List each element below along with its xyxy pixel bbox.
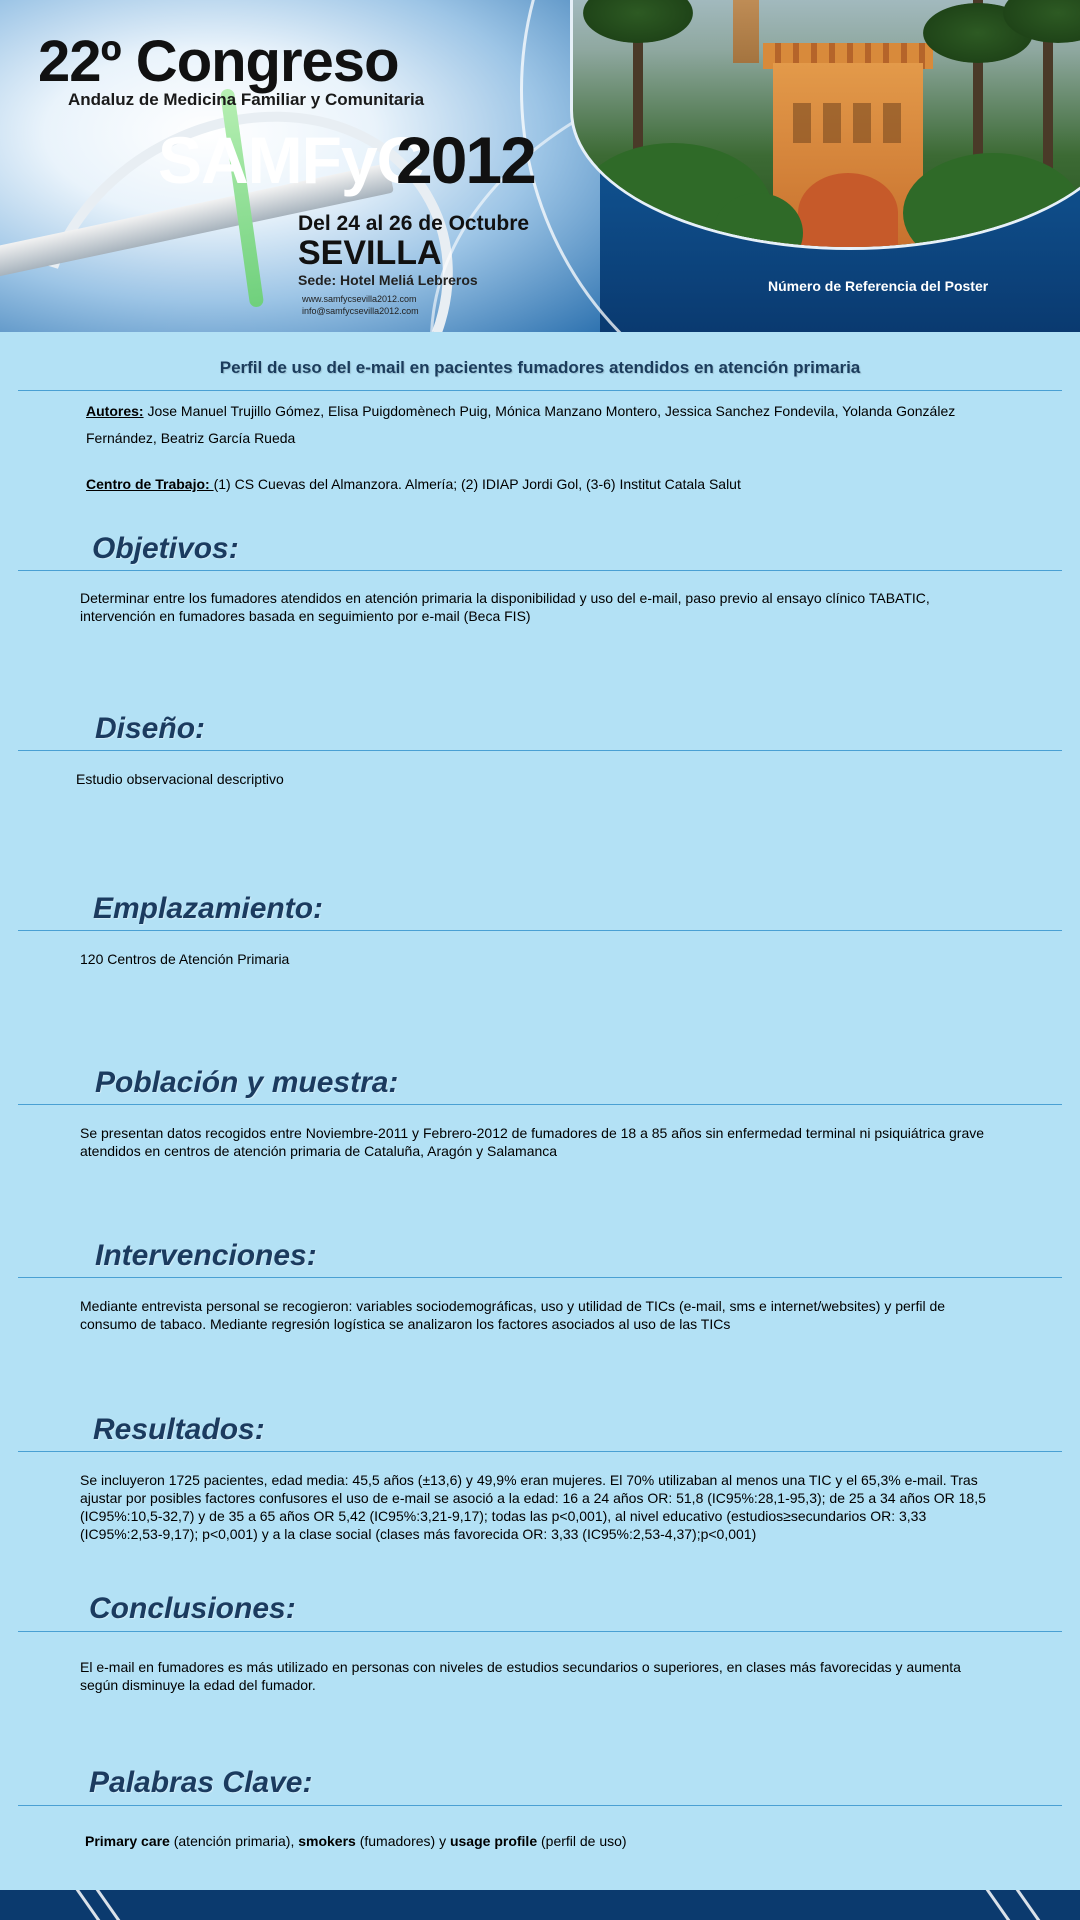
keyword-3: usage profile: [449, 1833, 538, 1849]
poster-content: [0, 332, 1080, 1890]
section-text-poblacion: Se presentan datos recogidos entre Noviembre-2011 y Febrero-2012 de fumadores de 18 a 85 años sin enfermedad terminal ni psiquiátrica grave atendidos en centros de atención primaria de Cataluña, Aragón y Salamanca: [80, 1125, 985, 1159]
center-block: [86, 471, 986, 498]
sevilla-palace-photo: [570, 0, 1080, 250]
header-banner: [0, 0, 1080, 332]
palm-crown: [583, 0, 693, 43]
keyword-2: smokers: [298, 1833, 356, 1849]
congress-logo: [30, 28, 570, 328]
section-text-resultados: Se incluyeron 1725 pacientes, edad media: 45,5 años (±13,6) y 49,9% eran mujeres. El 70% utilizaban al menos una TIC y el 65,3% e-mail. Tras ajustar por posibles factores confusores el uso de e-mail se asoció a la edad: 16 a 24 años OR: 51,8 (IC95%:28,1-95,3); de 25 a 34 años OR 18,5 (IC95%:10,5-32,7) y de 35 a 65 años OR 5,42 (IC95%:3,21-9,17); todas las p<0,001), al nivel educativo (estudios≥secundarios OR: 3,33 (IC95%:2,53-9,17); p<0,001) y a la clase social (clases más favorecida OR: 3,33 (IC95%:2,53-4,37);p<0,001): [80, 1472, 986, 1542]
congress-subtitle: Andaluz de Medicina Familiar y Comunitaria: [68, 90, 425, 109]
decorative-stripe: [73, 1890, 110, 1920]
congress-title: 22º Congreso: [38, 29, 399, 94]
section-heading-palabras-clave: Palabras Clave:: [89, 1766, 313, 1799]
congress-city: SEVILLA: [298, 234, 442, 272]
center-label: Centro de Trabajo:: [86, 476, 214, 492]
section-heading-intervenciones: Intervenciones:: [95, 1239, 317, 1272]
divider: [18, 750, 1062, 751]
divider: [18, 1104, 1062, 1105]
divider: [18, 1631, 1062, 1632]
tower-graphic: [733, 0, 759, 63]
pavilion-graphic: [798, 173, 898, 250]
congress-email: info@samfycsevilla2012.com: [302, 306, 419, 316]
section-heading-conclusiones: Conclusiones:: [89, 1592, 296, 1625]
divider: [18, 1451, 1062, 1452]
authors-label: Autores:: [86, 403, 144, 419]
divider: [18, 390, 1062, 391]
section-text-palabras-clave: [85, 1832, 1005, 1850]
section-text-intervenciones: Mediante entrevista personal se recogieron: variables sociodemográficas, uso y utilidad de TICs (e-mail, sms e internet/websites) y perfil de consumo de tabaco. Mediante regresión logística se analizaron los factores asociados al uso de las TICs: [80, 1298, 946, 1332]
decorative-stripe: [983, 1890, 1020, 1920]
poster-title: Perfil de uso del e-mail en pacientes fumadores atendidos en atención primaria: [219, 358, 861, 377]
keyword-2-translation: (fumadores) y: [355, 1833, 450, 1849]
section-heading-objetivos: Objetivos:: [92, 532, 239, 565]
keyword-1: Primary care: [85, 1833, 170, 1849]
center-text: (1) CS Cuevas del Almanzora. Almería; (2) IDIAP Jordi Gol, (3-6) Institut Catala Salut: [213, 476, 741, 492]
section-text-emplazamiento: 120 Centros de Atención Primaria: [80, 951, 290, 967]
section-text-objetivos: Determinar entre los fumadores atendidos en atención primaria la disponibilidad y uso del e-mail, paso previo al ensayo clínico TABATIC, intervención en fumadores basada en seguimiento por e-mail (Beca FIS): [80, 590, 930, 624]
keyword-1-translation: (atención primaria),: [169, 1833, 299, 1849]
divider: [18, 1805, 1062, 1806]
section-text-conclusiones: El e-mail en fumadores es más utilizado en personas con niveles de estudios secundarios o superiores, en clases más favorecidas y aumenta según disminuye la edad del fumador.: [80, 1659, 961, 1693]
decorative-stripe: [93, 1890, 130, 1920]
decorative-stripe: [1013, 1890, 1050, 1920]
authors-block: [86, 398, 986, 452]
section-heading-poblacion: Población y muestra:: [95, 1066, 399, 1099]
footer-band: [0, 1890, 1080, 1920]
brand-name: SAMFyC: [158, 123, 424, 197]
section-heading-diseno: Diseño:: [95, 712, 206, 745]
tree-foliage: [903, 153, 1080, 250]
congress-dates: Del 24 al 26 de Octubre: [298, 212, 530, 235]
section-text-diseno: Estudio observacional descriptivo: [76, 771, 284, 787]
section-heading-resultados: Resultados:: [93, 1413, 265, 1446]
congress-website: www.samfycsevilla2012.com: [302, 294, 417, 304]
keyword-3-translation: (perfil de uso): [537, 1833, 627, 1849]
poster-reference-label: Número de Referencia del Poster: [768, 278, 989, 294]
authors-list: Jose Manuel Trujillo Gómez, Elisa Puigdomènech Puig, Mónica Manzano Montero, Jessica Sanchez Fondevila, Yolanda González Fernández, Beatriz García Rueda: [86, 403, 956, 446]
section-heading-emplazamiento: Emplazamiento:: [93, 892, 324, 925]
divider: [18, 570, 1062, 571]
divider: [18, 930, 1062, 931]
congress-venue: Sede: Hotel Meliá Lebreros: [298, 272, 478, 288]
divider: [18, 1277, 1062, 1278]
congress-year: 2012: [396, 123, 535, 197]
